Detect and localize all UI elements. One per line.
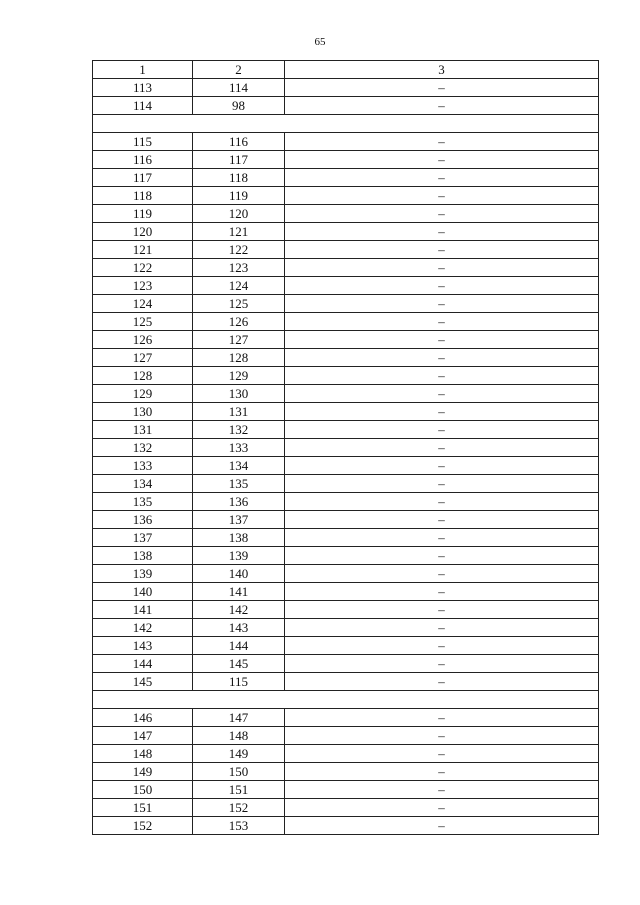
table-row	[93, 259, 599, 277]
table-cell: 124	[193, 277, 285, 295]
table-cell: –	[285, 151, 599, 169]
table-row	[93, 511, 599, 529]
table-cell: 118	[193, 169, 285, 187]
table-cell: 153	[193, 817, 285, 835]
table-cell: –	[285, 727, 599, 745]
table-cell: 126	[93, 331, 193, 349]
table-row	[93, 403, 599, 421]
group-separator-cell	[93, 115, 599, 133]
table-cell: –	[285, 241, 599, 259]
table-cell: 130	[193, 385, 285, 403]
table-row	[93, 223, 599, 241]
table-cell: 142	[193, 601, 285, 619]
table-cell: –	[285, 763, 599, 781]
table-cell: 150	[93, 781, 193, 799]
table-cell: 133	[93, 457, 193, 475]
group-separator-cell	[93, 691, 599, 709]
group-separator-row	[93, 115, 599, 133]
table-row	[93, 763, 599, 781]
table-cell: –	[285, 547, 599, 565]
table-cell: 146	[93, 709, 193, 727]
table-cell: 120	[193, 205, 285, 223]
table-cell: –	[285, 583, 599, 601]
table-cell: 115	[193, 673, 285, 691]
table-cell: 140	[193, 565, 285, 583]
table-cell: 98	[193, 97, 285, 115]
table-row	[93, 565, 599, 583]
table-row	[93, 673, 599, 691]
group-separator-row	[93, 691, 599, 709]
table-cell: 131	[193, 403, 285, 421]
table-cell: –	[285, 367, 599, 385]
table-cell: –	[285, 601, 599, 619]
table-cell: 123	[93, 277, 193, 295]
table-cell: 150	[193, 763, 285, 781]
table-cell: –	[285, 493, 599, 511]
table-cell: 144	[93, 655, 193, 673]
table-row	[93, 475, 599, 493]
table-cell: 129	[93, 385, 193, 403]
table-row	[93, 781, 599, 799]
table-cell: –	[285, 403, 599, 421]
table-cell: 128	[93, 367, 193, 385]
table-cell: 126	[193, 313, 285, 331]
table-row	[93, 385, 599, 403]
table-cell: 121	[193, 223, 285, 241]
table-cell: 135	[193, 475, 285, 493]
table-cell: –	[285, 187, 599, 205]
column-header: 2	[193, 61, 285, 79]
table-cell: 144	[193, 637, 285, 655]
table-cell: –	[285, 295, 599, 313]
table-cell: –	[285, 223, 599, 241]
table-cell: 133	[193, 439, 285, 457]
table-cell: –	[285, 349, 599, 367]
table-cell: 151	[93, 799, 193, 817]
table-cell: 147	[93, 727, 193, 745]
table-cell: 137	[93, 529, 193, 547]
table-row	[93, 619, 599, 637]
table-row	[93, 241, 599, 259]
table-cell: 140	[93, 583, 193, 601]
table-cell: 117	[193, 151, 285, 169]
table-cell: 136	[193, 493, 285, 511]
table-body	[93, 79, 599, 835]
table-row	[93, 655, 599, 673]
table-cell: 138	[93, 547, 193, 565]
table-cell: 120	[93, 223, 193, 241]
table-cell: –	[285, 277, 599, 295]
table-row	[93, 367, 599, 385]
table-cell: 122	[93, 259, 193, 277]
table-cell: 134	[193, 457, 285, 475]
table-cell: 130	[93, 403, 193, 421]
table-cell: 132	[93, 439, 193, 457]
table-cell: 121	[93, 241, 193, 259]
table-cell: 135	[93, 493, 193, 511]
table-cell: 119	[193, 187, 285, 205]
table-cell: 125	[193, 295, 285, 313]
table-cell: 119	[93, 205, 193, 223]
table-row	[93, 817, 599, 835]
data-table	[92, 60, 599, 835]
table-row	[93, 709, 599, 727]
table-cell: –	[285, 619, 599, 637]
table-cell: 123	[193, 259, 285, 277]
table-cell: –	[285, 511, 599, 529]
table-cell: 127	[193, 331, 285, 349]
table-row	[93, 187, 599, 205]
table-row	[93, 313, 599, 331]
table-cell: 132	[193, 421, 285, 439]
table-row	[93, 637, 599, 655]
table-cell: –	[285, 655, 599, 673]
table-cell: 139	[193, 547, 285, 565]
table-cell: 149	[93, 763, 193, 781]
table-cell: –	[285, 529, 599, 547]
table-row	[93, 547, 599, 565]
table-row	[93, 601, 599, 619]
table-row	[93, 745, 599, 763]
table-row	[93, 349, 599, 367]
table-cell: 124	[93, 295, 193, 313]
table-row	[93, 457, 599, 475]
table-cell: 152	[193, 799, 285, 817]
table-header-row	[93, 61, 599, 79]
table-cell: –	[285, 421, 599, 439]
table-cell: 117	[93, 169, 193, 187]
table-cell: –	[285, 709, 599, 727]
table-cell: –	[285, 565, 599, 583]
table-cell: 115	[93, 133, 193, 151]
table-cell: –	[285, 169, 599, 187]
table-cell: 114	[93, 97, 193, 115]
table-row	[93, 583, 599, 601]
table-cell: 143	[93, 637, 193, 655]
table-row	[93, 493, 599, 511]
table-cell: –	[285, 385, 599, 403]
table-cell: 143	[193, 619, 285, 637]
table-row	[93, 331, 599, 349]
table-cell: 129	[193, 367, 285, 385]
table-row	[93, 277, 599, 295]
table-cell: 116	[93, 151, 193, 169]
table-cell: 149	[193, 745, 285, 763]
table-row	[93, 799, 599, 817]
table-cell: 141	[93, 601, 193, 619]
table-cell: 147	[193, 709, 285, 727]
table-cell: 125	[93, 313, 193, 331]
table-cell: 134	[93, 475, 193, 493]
table-row	[93, 79, 599, 97]
table-row	[93, 727, 599, 745]
table-cell: 127	[93, 349, 193, 367]
table-row	[93, 151, 599, 169]
table-cell: 137	[193, 511, 285, 529]
table-cell: –	[285, 259, 599, 277]
table-cell: 138	[193, 529, 285, 547]
table-cell: 118	[93, 187, 193, 205]
page-number: 65	[314, 36, 326, 48]
table-cell: –	[285, 79, 599, 97]
table-cell: –	[285, 205, 599, 223]
table-cell: –	[285, 799, 599, 817]
table-cell: 148	[193, 727, 285, 745]
table-cell: –	[285, 817, 599, 835]
table-row	[93, 421, 599, 439]
table-cell: 141	[193, 583, 285, 601]
table-row	[93, 97, 599, 115]
table-cell: 151	[193, 781, 285, 799]
table-row	[93, 439, 599, 457]
table-row	[93, 205, 599, 223]
table-cell: 136	[93, 511, 193, 529]
table-cell: 145	[93, 673, 193, 691]
table-cell: 131	[93, 421, 193, 439]
table-cell: 145	[193, 655, 285, 673]
column-header: 1	[93, 61, 193, 79]
table-cell: 113	[93, 79, 193, 97]
table-cell: –	[285, 331, 599, 349]
table-cell: 139	[93, 565, 193, 583]
table-cell: –	[285, 313, 599, 331]
table-cell: 148	[93, 745, 193, 763]
table-cell: –	[285, 781, 599, 799]
table-cell: –	[285, 745, 599, 763]
table-cell: 128	[193, 349, 285, 367]
table-cell: –	[285, 133, 599, 151]
table-cell: –	[285, 457, 599, 475]
table-cell: 142	[93, 619, 193, 637]
table-cell: –	[285, 439, 599, 457]
table-cell: 116	[193, 133, 285, 151]
table-cell: 114	[193, 79, 285, 97]
table-cell: –	[285, 673, 599, 691]
table-cell: 122	[193, 241, 285, 259]
column-header: 3	[285, 61, 599, 79]
table-row	[93, 295, 599, 313]
table-row	[93, 133, 599, 151]
table-cell: –	[285, 97, 599, 115]
table-cell: –	[285, 637, 599, 655]
table-row	[93, 169, 599, 187]
table-cell: 152	[93, 817, 193, 835]
table-row	[93, 529, 599, 547]
table-cell: –	[285, 475, 599, 493]
